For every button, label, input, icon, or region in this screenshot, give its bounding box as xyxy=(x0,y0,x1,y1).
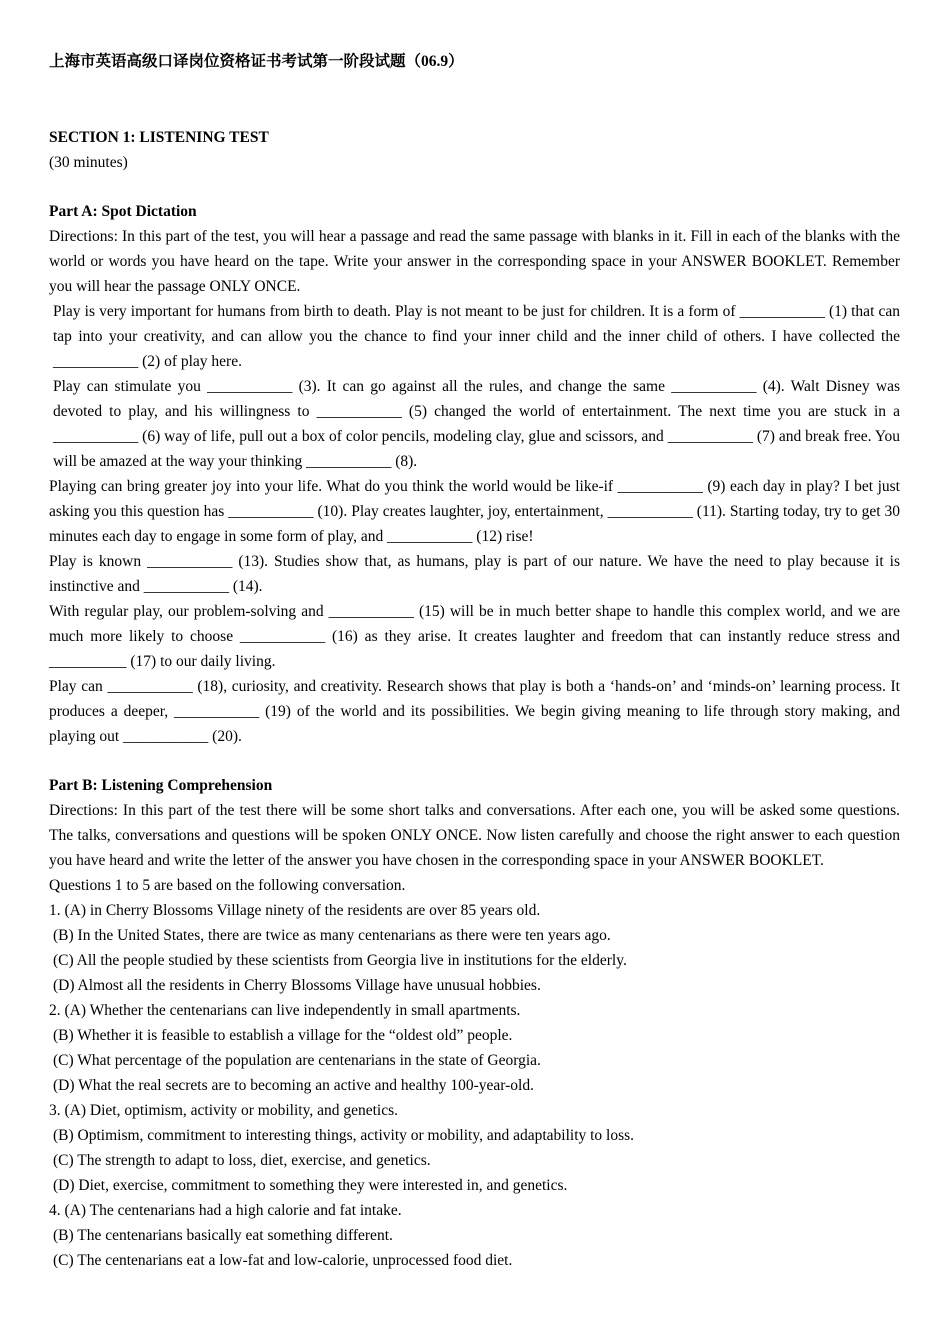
section-heading: SECTION 1: LISTENING TEST xyxy=(49,129,269,146)
question-option: (C) The centenarians eat a low-fat and low-calorie, unprocessed food diet. xyxy=(53,1252,513,1269)
question-option: (B) Optimism, commitment to interesting things, activity or mobility, and adaptability to loss. xyxy=(53,1127,635,1144)
page-title: 上海市英语高级口译岗位资格证书考试第一阶段试题（06.9） xyxy=(49,53,464,70)
question-option: (B) Whether it is feasible to establish a village for the “oldest old” people. xyxy=(53,1027,513,1044)
part-a-paragraph-3: Playing can bring greater joy into your life. What do you think the world would be like-if ___________ (9) each day in play? I bet just asking you this question has ___________ (10). Play creates laughter, joy, entertainment, ___________ (11). Starting today, try to get 30 minutes each day to engage in some form of play, and ___________ (12) rise! xyxy=(49,478,900,545)
question-option: (C) The strength to adapt to loss, diet, exercise, and genetics. xyxy=(53,1152,431,1169)
question-option: (D) Diet, exercise, commitment to something they were interested in, and genetics. xyxy=(53,1177,568,1194)
section-duration: (30 minutes) xyxy=(49,154,128,171)
spacer xyxy=(49,175,900,199)
part-a-paragraph-6: Play can ___________ (18), curiosity, and creativity. Research shows that play is both a ‘hands-on’ and ‘minds-on’ learning process. It produces a deeper, ___________ (19) of the world and its possibilities. We begin giving meaning to life through story making, and playing out ___________ (20). xyxy=(49,678,900,745)
document-page xyxy=(49,49,900,1273)
spacer xyxy=(49,74,900,125)
question-line: 3. (A) Diet, optimism, activity or mobility, and genetics. xyxy=(49,1102,398,1119)
part-a-directions: Directions: In this part of the test, you will hear a passage and read the same passage with blanks in it. Fill in each of the blanks with the world or words you have heard on the tape. Write your answer in the corresponding space in your ANSWER BOOKLET. Remember you will hear the passage ONLY ONCE. xyxy=(49,228,900,295)
part-a-heading: Part A: Spot Dictation xyxy=(49,203,197,220)
question-option: (B) The centenarians basically eat something different. xyxy=(53,1227,393,1244)
question-option: (D) Almost all the residents in Cherry Blossoms Village have unusual hobbies. xyxy=(53,977,541,994)
question-list xyxy=(49,898,900,1273)
question-line: 1. (A) in Cherry Blossoms Village ninety of the residents are over 85 years old. xyxy=(49,902,541,919)
question-option: (C) All the people studied by these scientists from Georgia live in institutions for the elderly. xyxy=(53,952,627,969)
part-b-intro: Questions 1 to 5 are based on the following conversation. xyxy=(49,877,406,894)
spacer xyxy=(49,749,900,773)
question-line: 2. (A) Whether the centenarians can live independently in small apartments. xyxy=(49,1002,521,1019)
question-option: (D) What the real secrets are to becoming an active and healthy 100-year-old. xyxy=(53,1077,534,1094)
question-option: (C) What percentage of the population are centenarians in the state of Georgia. xyxy=(53,1052,541,1069)
part-a-paragraph-2: Play can stimulate you ___________ (3). It can go against all the rules, and change the same ___________ (4). Walt Disney was devoted to play, and his willingness to ___________ (5) changed the world of entertainment. The next time you are stuck in a ___________ (6) way of life, pull out a box of color pencils, modeling clay, glue and scissors, and ___________ (7) and break free. You will be amazed at the way your thinking ___________ (8). xyxy=(53,378,900,470)
part-a-paragraph-1: Play is very important for humans from birth to death. Play is not meant to be just for children. It is a form of ___________ (1) that can tap into your creativity, and can allow you the chance to find your inner child and the inner child of others. I have collected the ___________ (2) of play here. xyxy=(53,303,900,370)
part-b-directions: Directions: In this part of the test there will be some short talks and conversations. After each one, you will be asked some questions. The talks, conversations and questions will be spoken ONLY ONCE. Now listen carefully and choose the right answer to each question you have heard and write the letter of the answer you have chosen in the corresponding space in your ANSWER BOOKLET. xyxy=(49,802,900,869)
part-a-paragraph-4: Play is known ___________ (13). Studies show that, as humans, play is part of our nature. We have the need to play because it is instinctive and ___________ (14). xyxy=(49,553,900,595)
part-a-paragraph-5: With regular play, our problem-solving and ___________ (15) will be in much better shape to handle this complex world, and we are much more likely to choose ___________ (16) as they arise. It creates laughter and freedom that can instantly reduce stress and __________ (17) to our daily living. xyxy=(49,603,900,670)
question-line: 4. (A) The centenarians had a high calorie and fat intake. xyxy=(49,1202,402,1219)
part-b-heading: Part B: Listening Comprehension xyxy=(49,777,273,794)
question-option: (B) In the United States, there are twice as many centenarians as there were ten years ago. xyxy=(53,927,611,944)
